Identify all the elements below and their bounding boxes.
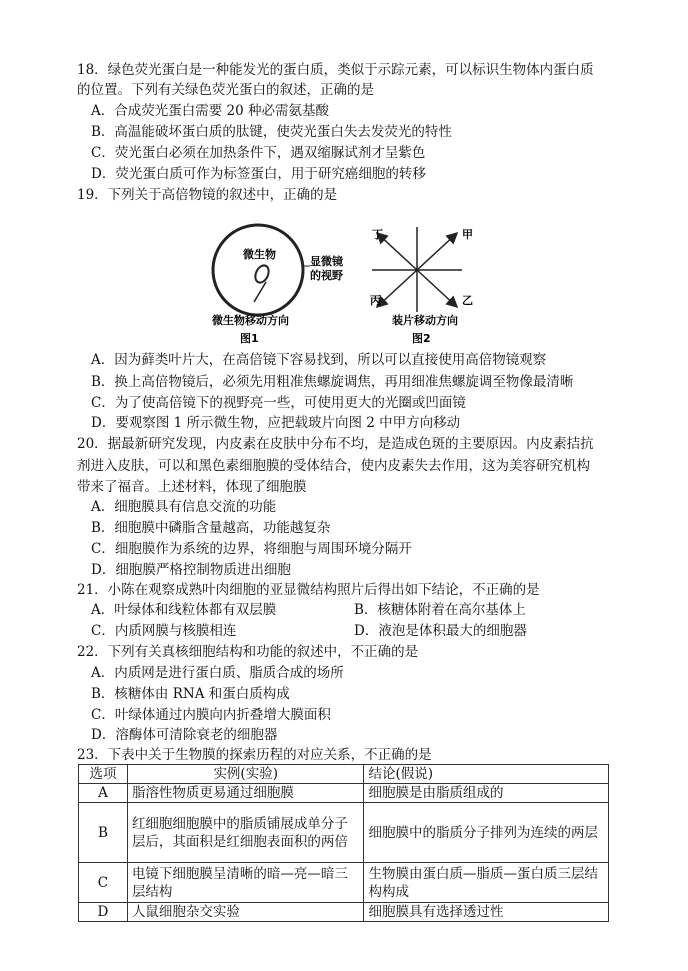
fig2-label-jia: 甲 (462, 228, 473, 241)
table-cell-option: A (79, 784, 128, 803)
fig2-label-yi: 乙 (462, 294, 473, 307)
q23-stem: 23．下表中关于生物膜的探索历程的对应关系，不正确的是 (77, 747, 432, 763)
q21-option-b: B．核糖体附着在高尔基体上 (354, 602, 526, 618)
q21-option-d: D．液泡是体积最大的细胞器 (354, 623, 527, 639)
q21-option-a: A．叶绿体和线粒体都有双层膜 (91, 602, 277, 618)
table-cell-option: B (79, 803, 128, 863)
fig1-microscope-field (212, 225, 344, 345)
q20-option-c: C．细胞膜作为系统的边界，将细胞与周围环境分隔开 (91, 541, 412, 557)
q18-option-d: D．荧光蛋白质可作为标签蛋白，用于研究癌细胞的转移 (91, 166, 426, 182)
q22-option-c: C．叶绿体通过内膜向内折叠增大膜面积 (91, 707, 331, 723)
fig1-label: 图1 (240, 332, 259, 345)
q20-option-d: D．细胞膜严格控制物质进出细胞 (91, 562, 291, 578)
fig2-direction-diagram (370, 227, 473, 345)
q20-stem-line3: 带来了福音。上述材料，体现了细胞膜 (77, 479, 307, 495)
q19-option-c: C．为了使高倍镜下的视野亮一些，可使用更大的光圈或凹面镜 (91, 395, 466, 411)
table-cell-option: D (79, 903, 128, 922)
table-cell-example: 人鼠细胞杂交实验 (127, 903, 364, 922)
table-header-row (79, 765, 609, 784)
q21-stem: 21．小陈在观察成熟叶肉细胞的亚显微结构照片后得出如下结论，不正确的是 (77, 582, 540, 598)
q20-option-b: B．细胞膜中磷脂含量越高，功能越复杂 (91, 520, 331, 536)
fig2-label: 图2 (412, 332, 431, 345)
fig1-microbe-label: 微生物 (243, 248, 276, 261)
q22-option-b: B．核糖体由 RNA 和蛋白质构成 (91, 686, 290, 702)
q20-stem-line1: 20．据最新研究发现，内皮素在皮肤中分布不均，是造成色斑的主要原因。内皮素拮抗 (77, 436, 594, 452)
table-cell-example: 电镜下细胞膜呈清晰的暗—亮—暗三层结构 (127, 863, 364, 903)
q19-stem: 19．下列关于高倍物镜的叙述中，正确的是 (77, 187, 338, 203)
q18-option-b: B．高温能破坏蛋白质的肽键，使荧光蛋白失去发荧光的特性 (91, 124, 452, 140)
table-row (79, 903, 609, 922)
table-header-option: 选项 (79, 765, 128, 784)
q18-stem-line1: 18．绿色荧光蛋白是一种能发光的蛋白质，类似于示踪元素，可以标识生物体内蛋白质 (77, 62, 594, 78)
q22-stem: 22．下列有关真核细胞结构和功能的叙述中，不正确的是 (77, 644, 419, 660)
q18-option-a: A．合成荧光蛋白需要 20 种必需氨基酸 (91, 103, 330, 119)
table-cell-option: C (79, 863, 128, 903)
fig1-caption: 微生物移动方向 (212, 314, 289, 327)
q22-option-d: D．溶酶体可清除衰老的细胞器 (91, 727, 278, 743)
q19-option-d: D．要观察图 1 所示微生物，应把载玻片向图 2 中甲方向移动 (91, 415, 461, 431)
fig1-field-label: 显微镜 (310, 255, 343, 268)
q22-option-a: A．内质网是进行蛋白质、脂质合成的场所 (91, 665, 344, 681)
table-cell-example: 脂溶性物质更易通过细胞膜 (127, 784, 364, 803)
fig2-label-bing: 丙 (370, 294, 381, 307)
table-row (79, 803, 609, 863)
q18-option-c: C．荧光蛋白必须在加热条件下，遇双缩脲试剂才呈紫色 (91, 145, 426, 161)
table-header-conclusion: 结论(假说) (364, 765, 609, 784)
table-cell-conclusion: 细胞膜具有选择透过性 (364, 903, 609, 922)
table-cell-example: 红细胞细胞膜中的脂质铺展成单分子层后，其面积是红细胞表面积的两倍 (127, 803, 364, 863)
q20-option-a: A．细胞膜具有信息交流的功能 (91, 499, 277, 515)
q19-option-b: B．换上高倍物镜后，必须先用粗准焦螺旋调焦，再用细准焦螺旋调至物像最清晰 (91, 374, 574, 390)
q23-table (78, 764, 609, 922)
fig1-field-label2: 的视野 (310, 269, 343, 282)
table-header-example: 实例(实验) (127, 765, 364, 784)
q21-option-c: C．内质网膜与核膜相连 (91, 623, 237, 639)
q19-figure (200, 222, 500, 350)
q18-stem-line2: 的位置。下列有关绿色荧光蛋白的叙述，正确的是 (77, 82, 374, 98)
table-cell-conclusion: 生物膜由蛋白质—脂质—蛋白质三层结构构成 (364, 863, 609, 903)
table-row (79, 784, 609, 803)
fig2-caption: 装片移动方向 (392, 314, 458, 327)
table-cell-conclusion: 细胞膜是由脂质组成的 (364, 784, 609, 803)
table-cell-conclusion: 细胞膜中的脂质分子排列为连续的两层 (364, 803, 609, 863)
q20-stem-line2: 剂进入皮肤，可以和黑色素细胞膜的受体结合，使内皮素失去作用，这为美容研究机构 (77, 458, 590, 474)
table-row (79, 863, 609, 903)
q19-option-a: A．因为藓类叶片大，在高倍镜下容易找到，所以可以直接使用高倍物镜观察 (91, 352, 547, 368)
fig2-label-ding: 丁 (372, 228, 383, 241)
